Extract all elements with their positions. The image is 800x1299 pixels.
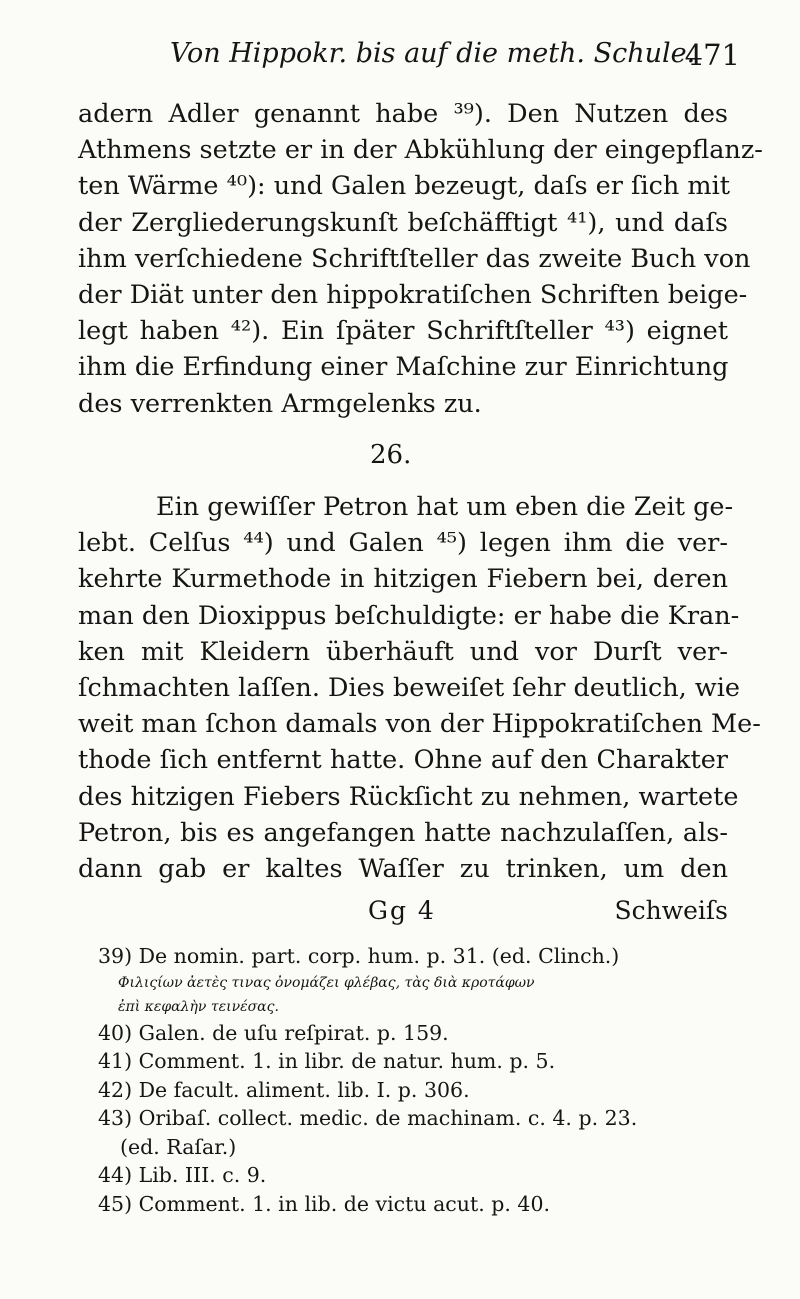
text-line: weit man ſchon damals von der Hippokratiſchen Me-	[78, 709, 761, 740]
page-number: 471	[684, 38, 740, 72]
text-line: der Diät unter den hippokratiſchen Schriften beige-	[78, 279, 748, 310]
paragraph-2	[78, 490, 761, 888]
text-line: man den Dioxippus beſchuldigte: er habe die Kran-	[78, 600, 740, 631]
text-line: Ein gewiſſer Petron hat um eben die Zeit ge-	[156, 492, 734, 522]
signature-mark: Gg 4	[368, 896, 436, 925]
page-footer-catchwords	[78, 896, 728, 930]
text-line: thode ſich entfernt hatte. Ohne auf den Charakter	[78, 745, 728, 776]
text-line: Athmens setzte er in der Abkühlung der eingepflanz-	[78, 135, 763, 166]
text-line: ihm verſchiedene Schriftſteller das zweite Buch von	[78, 243, 751, 274]
text-line: adern Adler genannt habe ³⁹). Den Nutzen des	[78, 99, 728, 129]
text-line: legt haben ⁴²). Ein ſpäter Schriftſteller ⁴³) eignet	[78, 316, 728, 347]
text-line: ihm die Erfindung einer Maſchine zur Einrichtung	[78, 352, 729, 383]
text-line: des hitzigen Fiebers Rückſicht zu nehmen, wartete	[78, 781, 739, 812]
text-line: kehrte Kurmethode in hitzigen Fiebern bei, deren	[78, 564, 728, 595]
section-number: 26.	[370, 440, 412, 470]
page-header	[160, 38, 740, 78]
footnote-39-greek-cont: ἐπὶ κεφαλὴν τεινέσας.	[118, 998, 279, 1015]
footnote-44: 44) Lib. III. c. 9.	[98, 1163, 267, 1187]
footnote-39: 39) De nomin. part. corp. hum. p. 31. (ed. Clinch.)	[98, 944, 620, 968]
paragraph-1	[78, 96, 763, 422]
footnote-43: 43) Oribaſ. collect. medic. de machinam. c. 4. p. 23.	[98, 1106, 638, 1130]
text-line: der Zergliederungskunſt beſchäfftigt ⁴¹), und daſs	[78, 207, 728, 238]
footnote-43-cont: (ed. Raſar.)	[120, 1134, 237, 1159]
footnote-40: 40) Galen. de uſu reſpirat. p. 159.	[98, 1020, 449, 1045]
running-title: Von Hippokr. bis auf die meth. Schule.	[170, 38, 696, 69]
text-line: ken mit Kleidern überhäuft und vor Durſt ver-	[78, 636, 728, 667]
catchword: Schweiſs	[614, 896, 728, 925]
text-line: Petron, bis es angefangen hatte nachzulaſſen, als-	[78, 817, 728, 848]
text-line: des verrenkten Armgelenks zu.	[78, 388, 482, 419]
footnotes	[98, 942, 738, 1218]
footnote-41: 41) Comment. 1. in libr. de natur. hum. p. 5.	[98, 1049, 556, 1073]
text-line: dann gab er kaltes Waſſer zu trinken, um den	[78, 853, 728, 884]
footnote-42: 42) De facult. aliment. lib. I. p. 306.	[98, 1077, 470, 1102]
text-line: lebt. Celſus ⁴⁴) und Galen ⁴⁵) legen ihm die ver-	[78, 528, 728, 559]
text-line: ſchmachten laſſen. Dies beweiſet ſehr deutlich, wie	[78, 672, 740, 703]
footnote-45: 45) Comment. 1. in lib. de victu acut. p. 40.	[98, 1191, 551, 1216]
footnote-39-greek: Φιλιςίων ἀετὲς τινας ὀνομάζει φλέβας, τὰς διὰ κροτάφων	[118, 974, 535, 991]
text-line: ten Wärme ⁴⁰): und Galen bezeugt, daſs er ſich mit	[78, 171, 731, 202]
